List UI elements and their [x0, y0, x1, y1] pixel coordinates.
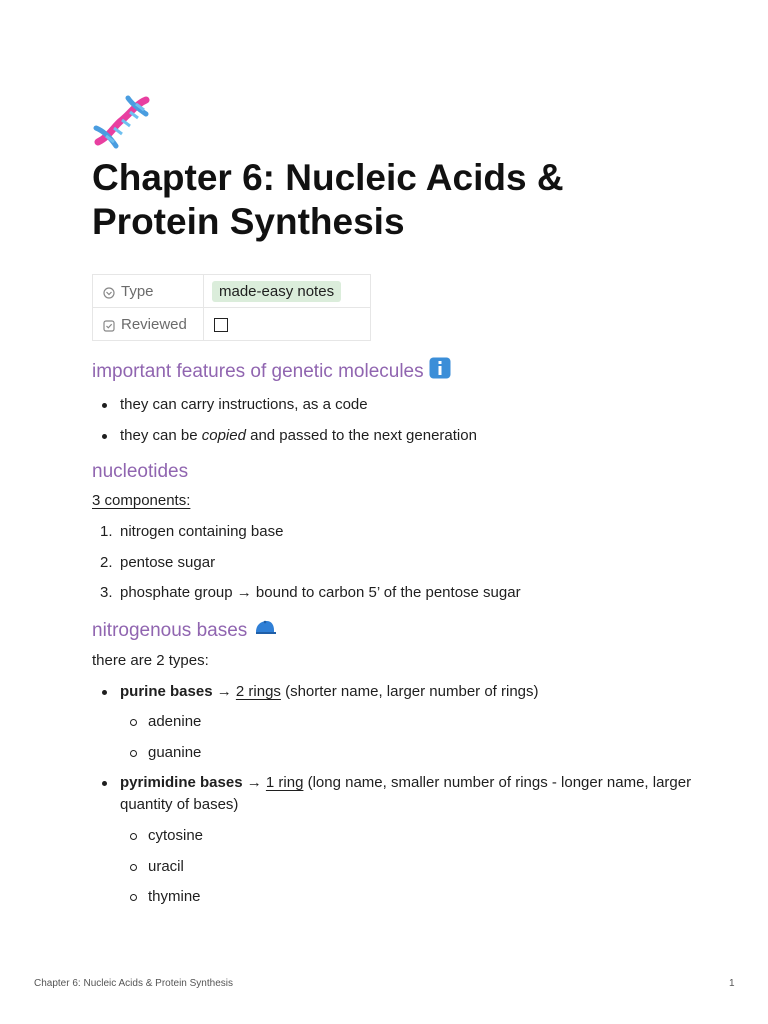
- heading-features: [92, 357, 692, 387]
- list-item: adenine: [92, 711, 692, 733]
- page-content: [92, 92, 692, 908]
- nucleotides-intro-text: 3 components:: [92, 492, 191, 509]
- list-item-pyrimidine: [92, 772, 692, 816]
- bases-intro: there are 2 types:: [92, 652, 209, 670]
- nucleotides-list: [92, 521, 692, 604]
- property-row-reviewed: [93, 308, 371, 341]
- info-icon: [429, 357, 451, 387]
- list-item: cytosine: [92, 825, 692, 847]
- list-item: thymine: [92, 886, 692, 908]
- list-item-text: nitrogen containing base: [120, 523, 284, 540]
- footer-title: Chapter 6: Nucleic Acids & Protein Synthesis: [34, 978, 233, 989]
- list-item-text: phosphate group → bound to carbon 5’ of the pentose sugar: [120, 584, 521, 601]
- type-tag[interactable]: made-easy notes: [212, 281, 341, 302]
- property-key-reviewed: [93, 308, 204, 341]
- select-property-icon: [103, 286, 115, 298]
- pyrimidine-rings: 1 ring: [265, 774, 304, 792]
- bases-list: [92, 681, 692, 908]
- features-list: [92, 394, 692, 447]
- pyrimidine-rest: (long name, smaller number of rings - longer name, larger quantity of bases): [120, 774, 692, 814]
- list-item: [92, 425, 692, 447]
- property-label-type: Type: [121, 282, 154, 300]
- page-title: Chapter 6: Nucleic Acids & Protein Synthesis: [92, 157, 564, 242]
- purine-rest: (shorter name, larger number of rings): [280, 683, 539, 701]
- property-value-reviewed: [204, 308, 371, 341]
- pyrimidine-arrow: →: [242, 774, 266, 792]
- pyrimidine-bold: pyrimidine bases: [120, 774, 243, 792]
- checkbox-property-icon: [103, 319, 115, 331]
- purine-rings: 2 rings: [235, 683, 281, 701]
- list-item-text: pentose sugar: [120, 554, 216, 571]
- list-item-pre: they can be: [120, 427, 202, 444]
- properties-table: [92, 274, 371, 341]
- heading-bases: [92, 618, 692, 644]
- list-item: guanine: [92, 742, 692, 764]
- heading-bases-text: nitrogenous bases: [92, 620, 248, 642]
- dna-icon: [92, 92, 692, 150]
- list-item: 2. pentose sugar: [100, 554, 216, 571]
- nucleotides-intro: [92, 490, 692, 512]
- list-item-post: and passed to the next generation: [245, 427, 477, 444]
- property-row-type: [93, 275, 371, 308]
- heading-features-text: important features of genetic molecules: [92, 361, 424, 383]
- heading-nucleotides: nucleotides: [92, 461, 189, 482]
- list-item: uracil: [92, 856, 692, 878]
- property-label-reviewed: Reviewed: [121, 315, 187, 333]
- reviewed-checkbox[interactable]: [214, 318, 228, 332]
- cap-icon: [253, 618, 277, 644]
- property-value-type[interactable]: [204, 275, 371, 308]
- property-key-type: [93, 275, 204, 308]
- page-number: 1: [729, 978, 735, 989]
- list-item: 3. phosphate group → bound to carbon 5’ of the pentose sugar: [100, 584, 521, 601]
- list-item-purine: [92, 681, 692, 703]
- list-item: 1. nitrogen containing base: [100, 523, 284, 540]
- list-item-emphasis: copied: [201, 427, 246, 444]
- purine-bold: purine bases: [120, 683, 213, 701]
- purine-arrow: →: [212, 683, 236, 701]
- list-item: they can carry instructions, as a code: [92, 394, 692, 416]
